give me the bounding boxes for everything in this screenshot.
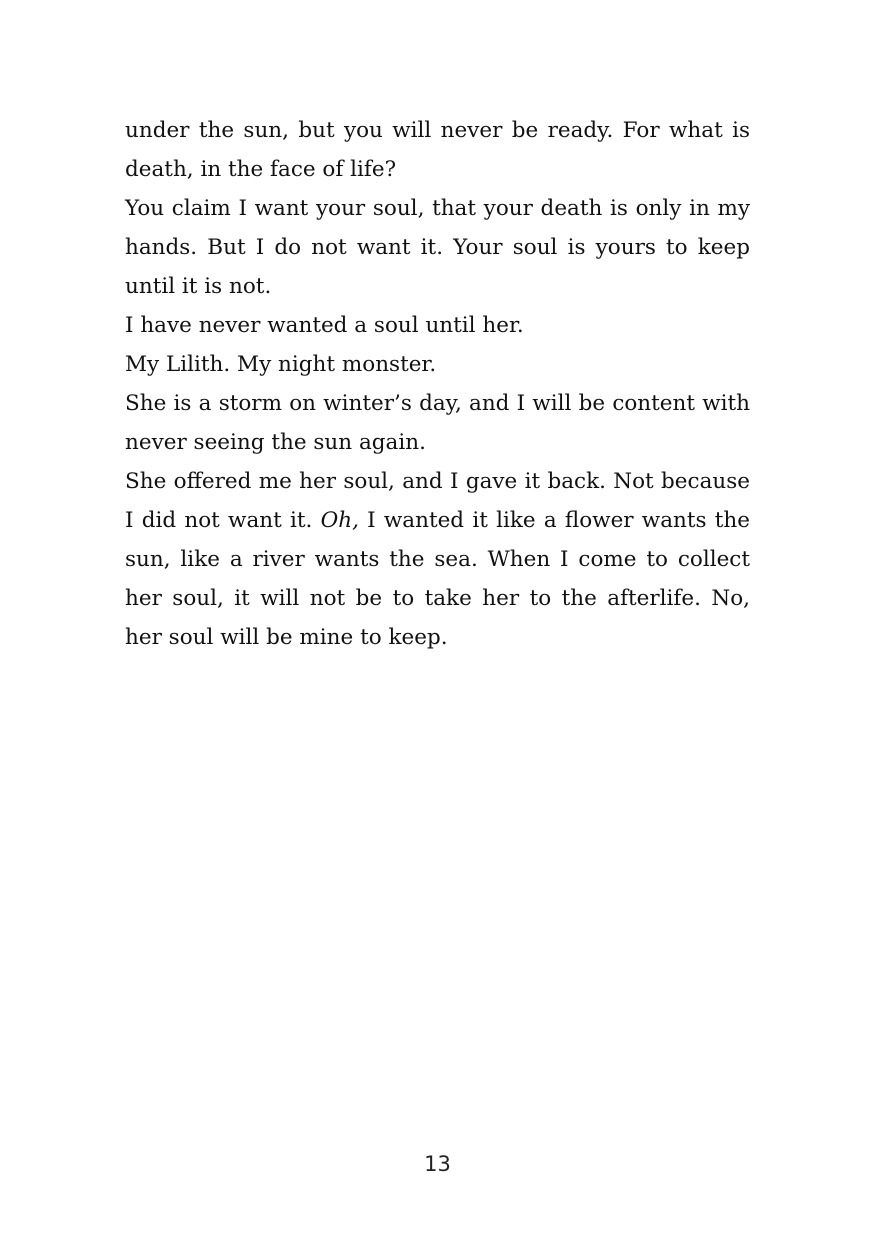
paragraph: under the sun, but you will never be ready. For what is death, in the face of life?: [125, 118, 750, 182]
italic-emphasis: Oh,: [320, 508, 359, 533]
text-run: I wanted it like a flower wants the sun, like a river wants the sea. When I come to collect her soul, it will not be to take her to the afterlife. No, her soul will be mine to keep.: [125, 508, 750, 650]
paragraph: You claim I want your soul, that your death is only in my hands. But I do not want it. Your soul is yours to keep until it is not.: [125, 196, 750, 299]
paragraph: She is a storm on winter’s day, and I will be content with never seeing the sun again.: [125, 391, 750, 455]
paragraph: My Lilith. My night monster.: [125, 352, 437, 377]
text-run: She offered me her soul, and I gave it back. Not because I did not want it.: [125, 469, 750, 533]
page-number: 13: [424, 1152, 451, 1176]
paragraph-last: [125, 462, 750, 657]
paragraph: I have never wanted a soul until her.: [125, 313, 524, 338]
page-text: [125, 111, 750, 657]
